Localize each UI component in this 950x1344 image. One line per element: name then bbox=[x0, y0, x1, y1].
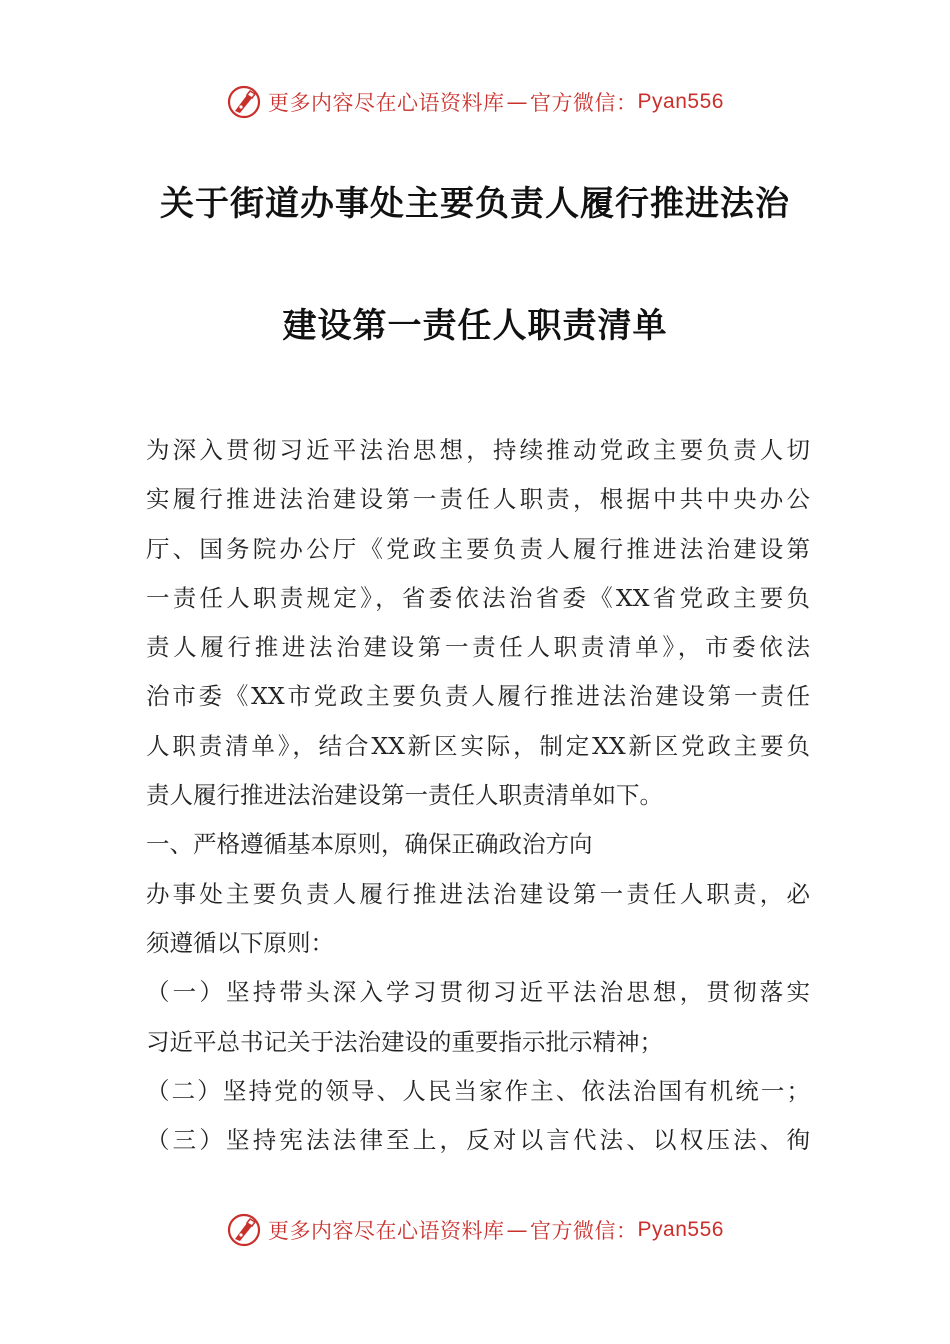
body-line: 实履行推进法治建设第一责任人职责，根据中共中央办公 bbox=[146, 485, 810, 514]
section-heading: 一、严格遵循基本原则，确保正确政治方向 bbox=[146, 830, 593, 859]
body-line: 厅、国务院办公厅《党政主要负责人履行推进法治建设第 bbox=[146, 534, 810, 563]
watermark-banner-top bbox=[0, 82, 950, 122]
pen-nib-circle-icon bbox=[226, 84, 262, 120]
body-line: 治市委《XX市党政主要负责人履行推进法治建设第一责任 bbox=[146, 682, 810, 711]
watermark-contact-label: 官方微信： bbox=[530, 91, 638, 115]
watermark-separator: — bbox=[506, 90, 529, 114]
list-item-line: （三）坚持宪法法律至上，反对以言代法、以权压法、徇 bbox=[146, 1126, 810, 1155]
document-title-line-1: 关于街道办事处主要负责人履行推进法治 bbox=[160, 184, 790, 224]
body-line: 为深入贯彻习近平法治思想，持续推动党政主要负责人切 bbox=[146, 436, 810, 464]
watermark-separator: — bbox=[506, 1218, 529, 1242]
list-item-line: （二）坚持党的领导、人民当家作主、依法治国有机统一； bbox=[146, 1076, 810, 1105]
body-line: 人职责清单》，结合XX新区实际，制定XX新区党政主要负 bbox=[146, 731, 810, 760]
watermark-brand: 更多内容尽在心语资料库 bbox=[268, 1219, 505, 1243]
document-body bbox=[146, 426, 810, 1165]
watermark-handle: Pyan556 bbox=[637, 90, 724, 113]
body-line: 责人履行推进法治建设第一责任人职责清单》，市委依法 bbox=[146, 633, 810, 662]
body-line: 须遵循以下原则： bbox=[146, 928, 334, 957]
body-line: 一责任人职责规定》，省委依法治省委《XX省党政主要负 bbox=[146, 583, 810, 612]
body-line: 办事处主要负责人履行推进法治建设第一责任人职责，必 bbox=[146, 879, 810, 908]
body-line: 责人履行推进法治建设第一责任人职责清单如下。 bbox=[146, 781, 663, 810]
list-item-line: （一）坚持带头深入学习贯彻习近平法治思想，贯彻落实 bbox=[146, 978, 810, 1007]
watermark-handle: Pyan556 bbox=[637, 1218, 724, 1241]
pen-nib-circle-icon bbox=[226, 1212, 262, 1248]
document-title-line-2: 建设第一责任人职责清单 bbox=[282, 306, 668, 346]
list-item-line: 习近平总书记关于法治建设的重要指示批示精神； bbox=[146, 1027, 663, 1056]
watermark-banner-bottom bbox=[0, 1210, 950, 1250]
watermark-contact-label: 官方微信： bbox=[530, 1219, 638, 1243]
watermark-brand: 更多内容尽在心语资料库 bbox=[268, 91, 505, 115]
